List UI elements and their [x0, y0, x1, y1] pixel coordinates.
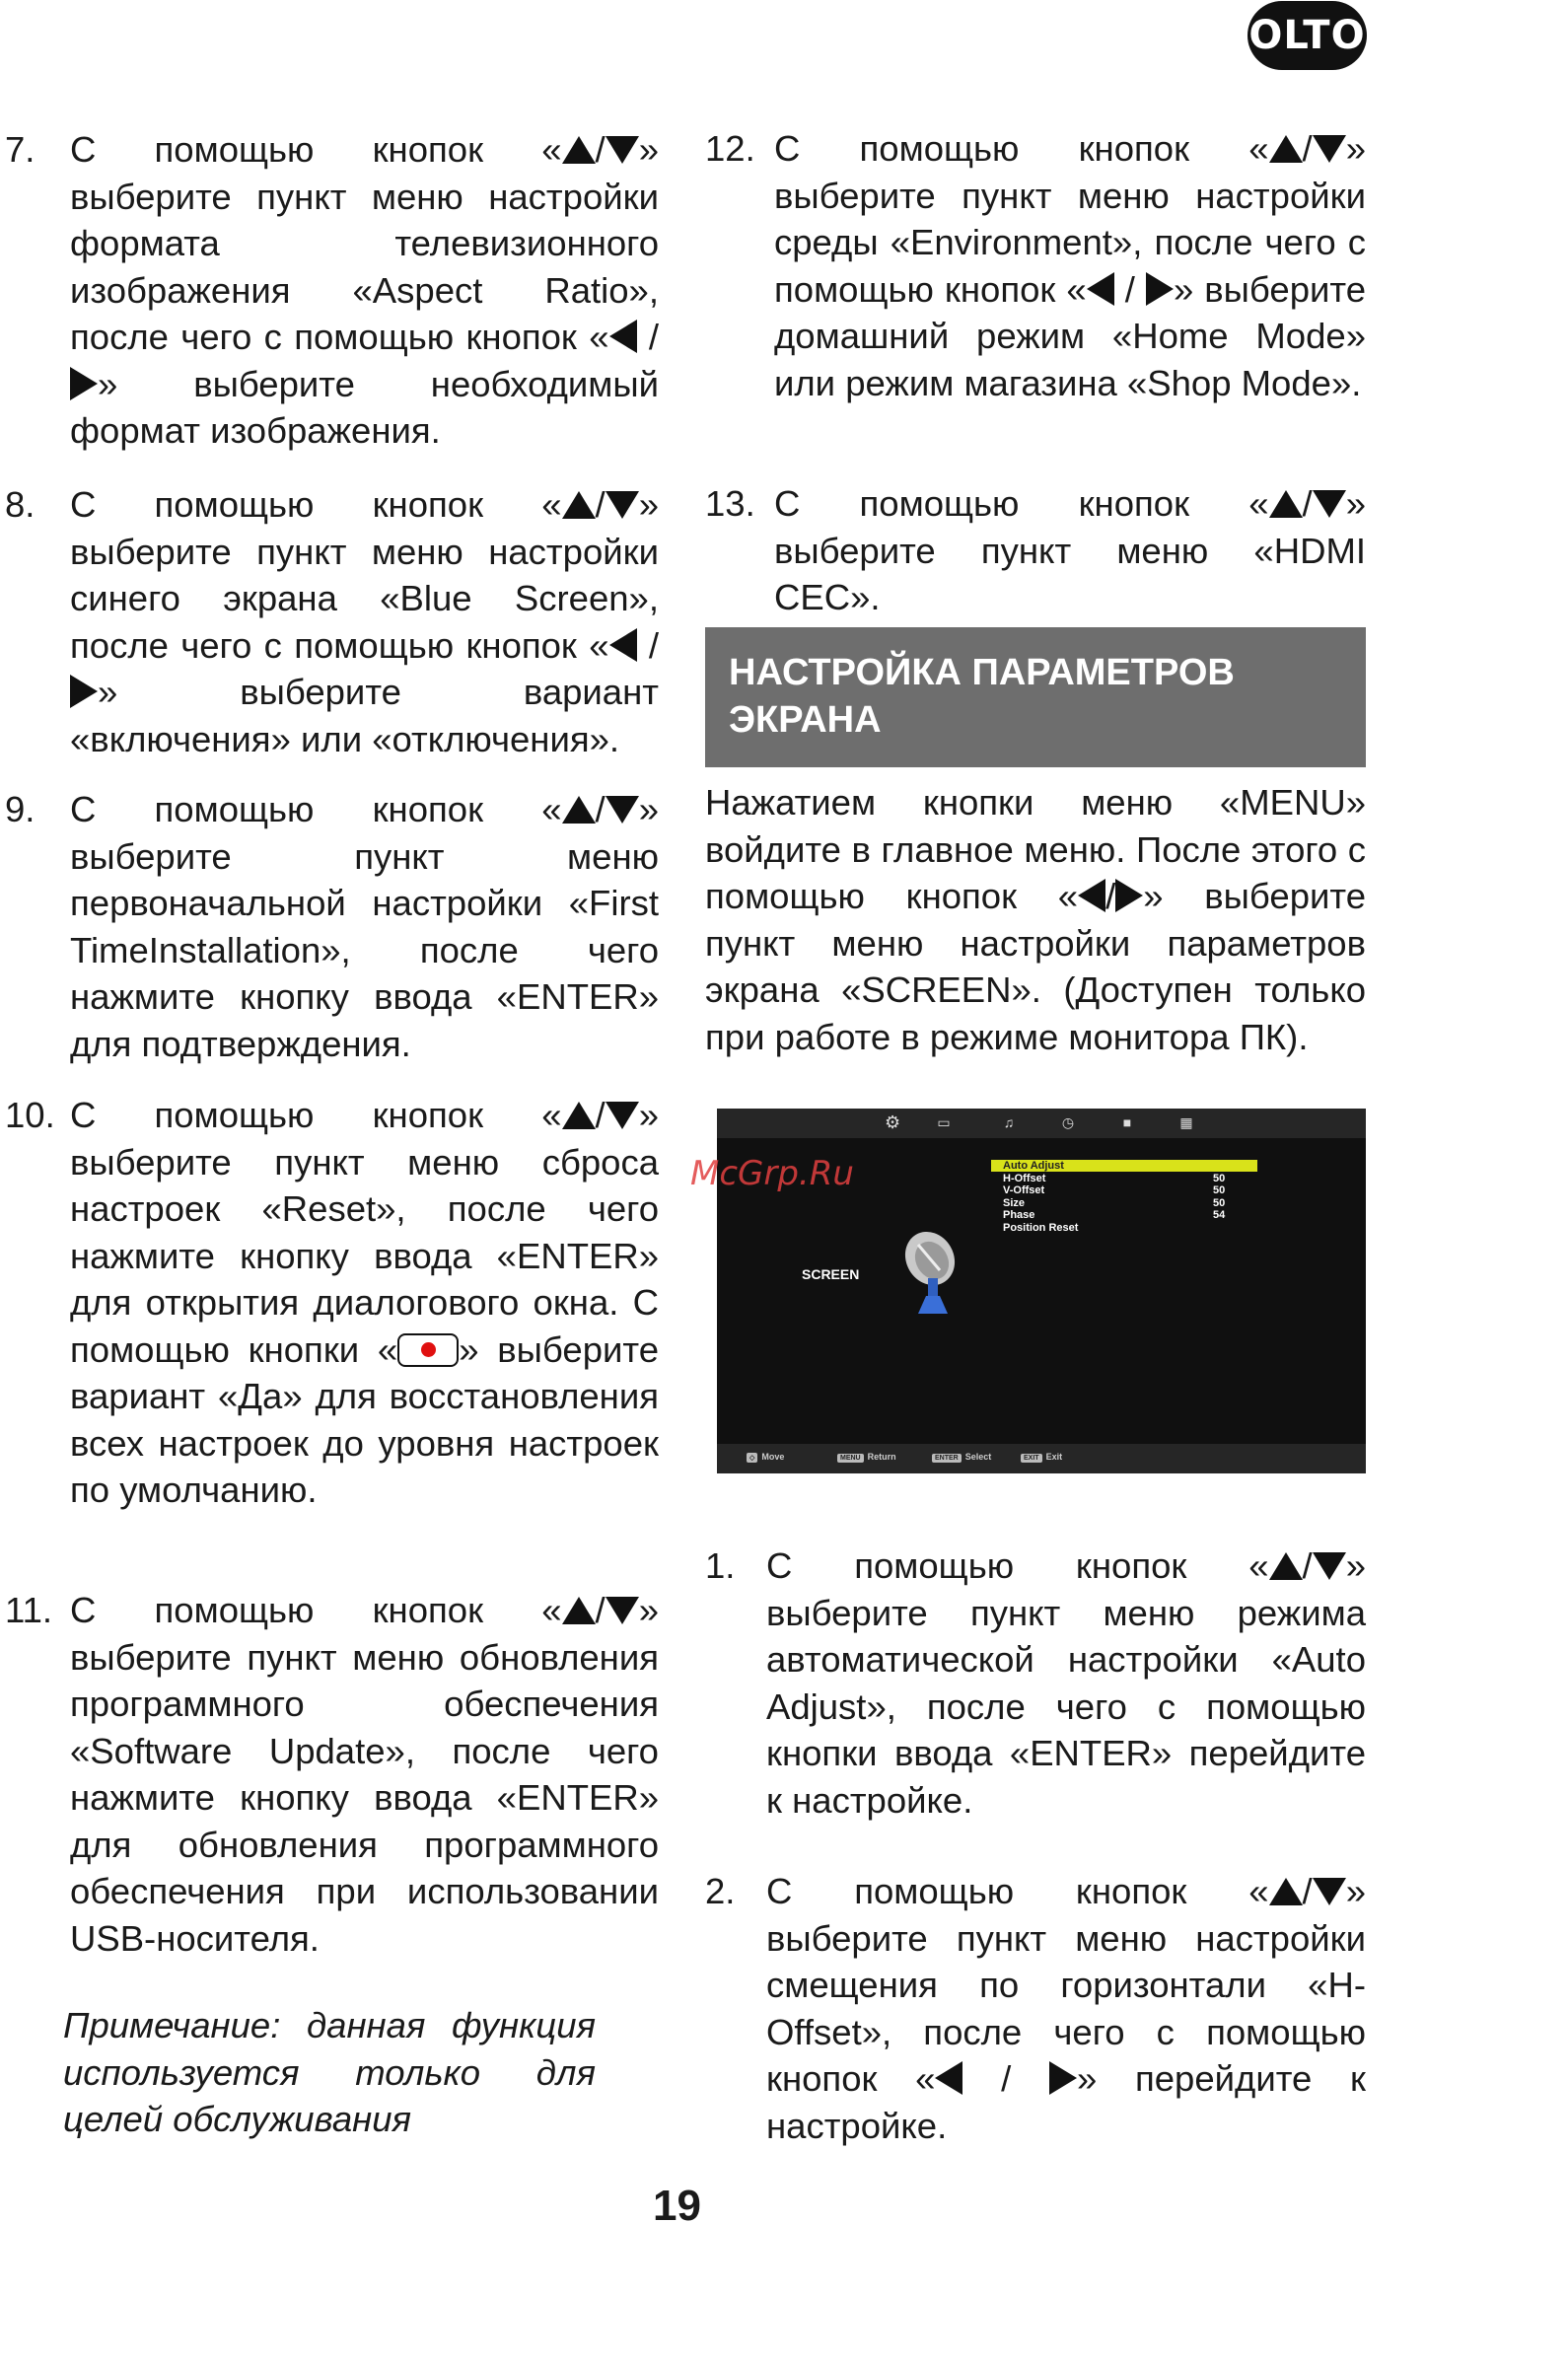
brand-logo: OLTO [1247, 1, 1367, 70]
remote-key-icon: ◇ [747, 1453, 757, 1463]
red-button-icon [397, 1333, 459, 1367]
instruction-item: С помощью кнопок « / » выберите пункт меню настройки синего экрана «Blue Screen», после чего с помощью кнопок « / » выберите вариант «включения» или «отключения». [70, 484, 659, 759]
item-number: 9. [5, 789, 36, 829]
arrow-down-icon [606, 796, 639, 824]
arrow-down-icon [606, 1597, 639, 1624]
arrow-right-icon [1115, 879, 1143, 912]
instruction-item: С помощью кнопок « / » выберите пункт меню первоначальной настройки «First TimeInstallation», после чего нажмите кнопку ввода «ENTER» для подтверждения. [70, 789, 659, 1064]
arrow-left-icon [609, 628, 637, 662]
section-intro: Нажатием кнопки меню «MENU» войдите в главное меню. После этого с помощью кнопок « / » выберите пункт меню настройки параметров экрана «SCREEN». (Доступен только при работе в режиме монитора ПК). [705, 782, 1367, 1057]
arrow-down-icon [1313, 1552, 1346, 1580]
tv-menu-item [991, 1197, 1257, 1209]
clock-icon: ◷ [1061, 1114, 1075, 1130]
settings-gear-icon: ⚙ [885, 1112, 901, 1132]
item-number: 13. [705, 483, 755, 524]
item-number: 7. [5, 129, 36, 170]
tv-menu-item-value: 50 [1213, 1184, 1226, 1196]
tv-menu-item [991, 1209, 1257, 1221]
instruction-item: С помощью кнопок « / » выберите пункт меню настройки смещения по горизонтали «H-Offset», после чего с помощью кнопок « / » перейдите к настройке. [766, 1871, 1366, 2146]
arrow-up-icon [562, 136, 596, 164]
tv-menu-item [991, 1184, 1257, 1196]
arrow-up-icon [1269, 1878, 1303, 1905]
section-title: НАСТРОЙКА ПАРАМЕТРОВ ЭКРАНА [705, 627, 1366, 767]
arrow-down-icon [606, 491, 639, 519]
item-number: 2. [705, 1871, 736, 1911]
tv-menu-item [991, 1173, 1257, 1184]
arrow-left-icon [1078, 879, 1105, 912]
tv-menu-item-label: Size [1003, 1196, 1026, 1209]
instruction-item: С помощью кнопок « / » выберите пункт меню обновления программного обеспечения «Software Update», после чего нажмите кнопку ввода «ENTER» для обновления программного обеспечения при использовании USB-носителя. [70, 1590, 659, 1959]
apps-grid-icon: ▦ [1179, 1114, 1193, 1130]
tv-footer-hint: EXIT Exit [1021, 1452, 1062, 1463]
arrow-left-icon [1087, 272, 1114, 306]
tv-menu-item-label: Phase [1003, 1209, 1035, 1221]
arrow-left-icon [935, 2061, 962, 2095]
tv-menu-item-value: 50 [1213, 1172, 1226, 1184]
tv-menu-tabs [717, 1109, 1366, 1138]
tv-menu-item [991, 1160, 1257, 1172]
instruction-item: С помощью кнопок « / » выберите пункт меню настройки формата телевизионного изображения «Aspect Ratio», после чего с помощью кнопок « / » выберите необходимый формат изображения. [70, 129, 659, 451]
tv-menu-item-label: V-Offset [1003, 1184, 1045, 1196]
instruction-item: С помощью кнопок « / » выберите пункт меню режима автоматической настройки «Auto Adjust», после чего с помощью кнопки ввода «ENTER» перейдите к настройке. [766, 1545, 1366, 1821]
item-number: 10. [5, 1095, 55, 1135]
arrow-down-icon [1313, 135, 1346, 163]
music-note-icon: ♫ [1003, 1114, 1015, 1130]
remote-key-icon: ENTER [932, 1454, 962, 1463]
arrow-left-icon [609, 320, 637, 353]
arrow-up-icon [562, 1597, 596, 1624]
instruction-item: С помощью кнопок « / » выберите пункт меню настройки среды «Environment», после чего с помощью кнопок « / » выберите домашний режим «Home Mode» или режим магазина «Shop Mode». [774, 128, 1366, 403]
tv-footer-hint: MENU Return [837, 1452, 896, 1463]
arrow-right-icon [1049, 2061, 1077, 2095]
tv-icon: ▭ [937, 1114, 951, 1130]
tv-menu-item-label: H-Offset [1003, 1172, 1046, 1184]
instruction-item: С помощью кнопок « / » выберите пункт меню сброса настроек «Reset», после чего нажмите кнопку ввода «ENTER» для открытия диалогового окна. С помощью кнопки « » выберите вариант «Да» для восстановления всех настроек до уровня настроек по умолчанию. [70, 1095, 659, 1510]
tv-menu-item-value: 54 [1213, 1209, 1226, 1221]
arrow-right-icon [70, 367, 98, 400]
tv-menu-item-label: Position Reset [1003, 1221, 1079, 1234]
arrow-right-icon [70, 675, 98, 708]
item-number: 1. [705, 1545, 736, 1586]
arrow-right-icon [1146, 272, 1174, 306]
satellite-dish-icon [894, 1227, 963, 1316]
arrow-up-icon [1269, 135, 1303, 163]
tv-menu-item-value: 50 [1213, 1196, 1226, 1209]
item-number: 11. [5, 1590, 53, 1630]
tv-menu-item [991, 1222, 1257, 1234]
arrow-up-icon [1269, 1552, 1303, 1580]
lock-icon: ■ [1122, 1114, 1132, 1130]
instruction-item: С помощью кнопок « / » выберите пункт меню «HDMI CEC». [774, 483, 1366, 617]
item-number: 8. [5, 484, 36, 525]
arrow-down-icon [1313, 490, 1346, 518]
remote-key-icon: EXIT [1021, 1454, 1042, 1463]
arrow-down-icon [606, 1102, 639, 1129]
tv-footer-hint: ◇ Move [747, 1452, 784, 1463]
screen-menu-label: SCREEN [802, 1266, 860, 1282]
arrow-up-icon [562, 491, 596, 519]
page-number: 19 [653, 2182, 701, 2230]
arrow-down-icon [1313, 1878, 1346, 1905]
tv-menu-item-label: Auto Adjust [1003, 1160, 1064, 1172]
item-number: 12. [705, 128, 755, 169]
arrow-up-icon [562, 796, 596, 824]
watermark: McGrp.Ru [690, 1154, 854, 1193]
remote-key-icon: MENU [837, 1454, 864, 1463]
service-note: Примечание: данная функция используется только для целей обслуживания [63, 2005, 596, 2139]
arrow-up-icon [1269, 490, 1303, 518]
tv-footer-hint: ENTER Select [932, 1452, 991, 1463]
tv-footer-bar [717, 1444, 1366, 1473]
arrow-down-icon [606, 136, 639, 164]
arrow-up-icon [562, 1102, 596, 1129]
